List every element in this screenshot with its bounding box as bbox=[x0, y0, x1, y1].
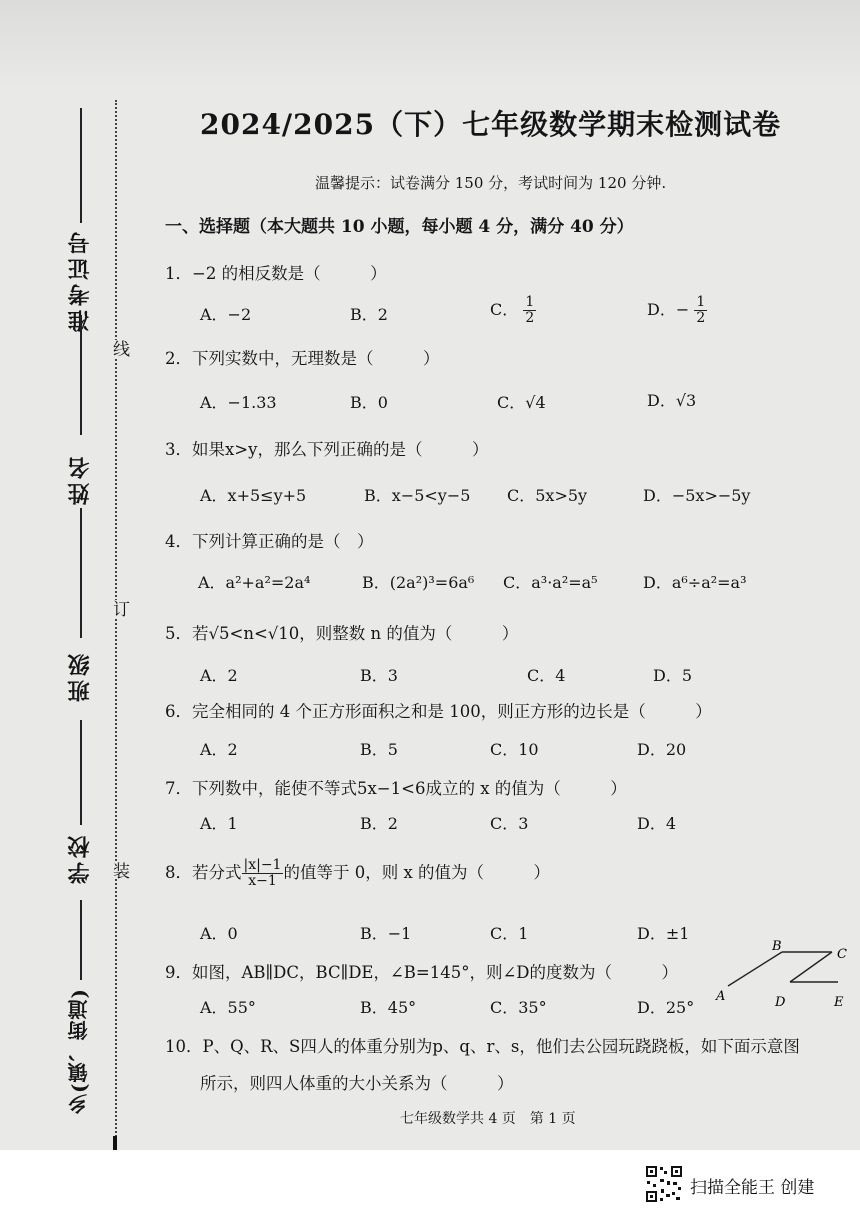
q3-option-d: D．−5x>−5y bbox=[643, 486, 751, 505]
question-2: 2．下列实数中，无理数是（ ） bbox=[165, 349, 440, 368]
exam-no-label: 准考证号 bbox=[67, 228, 93, 332]
q5-option-d: D．5 bbox=[653, 666, 693, 685]
scanner-brand: 扫描全能王 创建 bbox=[690, 1178, 815, 1198]
q1-option-d bbox=[647, 295, 707, 326]
frac-den: 2 bbox=[696, 310, 706, 326]
label-d: D bbox=[775, 995, 786, 1010]
question-7: 7．下列数中，能使不等式5x−1<6成立的 x 的值为（ ） bbox=[165, 779, 627, 798]
label-a: A bbox=[716, 989, 726, 1004]
q2-option-a: A．−1.33 bbox=[200, 393, 277, 412]
q6-option-a: A．2 bbox=[200, 740, 238, 759]
q7-option-b: B．2 bbox=[360, 814, 398, 833]
q2-option-d: D．√3 bbox=[647, 391, 697, 410]
q5-option-b: B．3 bbox=[360, 666, 398, 685]
segment-cd bbox=[790, 952, 832, 982]
q2-option-b: B．0 bbox=[350, 393, 388, 412]
page-footer: 七年级数学共 4 页 第 1 页 bbox=[400, 1111, 576, 1127]
q9-option-c: C．35° bbox=[490, 998, 547, 1017]
q5-option-a: A．2 bbox=[200, 666, 238, 685]
q9-option-b: B．45° bbox=[360, 998, 417, 1017]
q8-stem-pre: 8．若分式 bbox=[165, 863, 242, 882]
town-line-top bbox=[80, 900, 82, 980]
q4-option-d: D．a⁶÷a²=a³ bbox=[643, 573, 747, 592]
question-4: 4．下列计算正确的是（ ） bbox=[165, 532, 374, 551]
segment-ab bbox=[728, 952, 782, 986]
frac-den: 2 bbox=[525, 310, 535, 326]
q9-option-a: A．55° bbox=[200, 998, 256, 1017]
frac-num: |x|−1 bbox=[243, 857, 282, 873]
q8-option-d: D．±1 bbox=[637, 924, 690, 943]
exam-no-line bbox=[80, 108, 82, 223]
q3-option-a: A．x+5≤y+5 bbox=[200, 486, 307, 505]
qr-code-icon bbox=[645, 1165, 683, 1203]
q4-option-a: A．a²+a²=2a⁴ bbox=[198, 573, 311, 592]
question-10: 10．P、Q、R、S四人的体重分别为p、q、r、s，他们去公园玩跷跷板，如下面示意图 bbox=[165, 1037, 800, 1056]
q2-option-c: C．√4 bbox=[497, 393, 546, 412]
exam-tip: 温馨提示：试卷满分 150 分，考试时间为 120 分钟. bbox=[315, 174, 667, 192]
q8-fraction bbox=[242, 858, 284, 889]
q1-option-c-fraction bbox=[523, 295, 536, 326]
q1-option-d-fraction bbox=[694, 295, 707, 326]
q7-option-d: D．4 bbox=[637, 814, 677, 833]
q6-option-c: C．10 bbox=[490, 740, 539, 759]
q3-option-b: B．x−5<y−5 bbox=[364, 486, 471, 505]
bind-marker: 订 bbox=[107, 600, 132, 617]
q8-stem-post: 的值等于 0，则 x 的值为（ ） bbox=[283, 863, 551, 882]
question-1: 1．−2 的相反数是（ ） bbox=[165, 264, 387, 283]
label-c: C bbox=[837, 947, 847, 962]
school-line-top bbox=[80, 720, 82, 825]
q8-option-b: B．−1 bbox=[360, 924, 412, 943]
question-6: 6．完全相同的 4 个正方形面积之和是 100，则正方形的边长是（ ） bbox=[165, 702, 712, 721]
town-label: 乡(镇、街道) bbox=[67, 988, 91, 1114]
q5-option-c: C．4 bbox=[527, 666, 566, 685]
q1-option-d-label: D．− bbox=[647, 300, 690, 319]
question-5: 5．若√5<n<√10，则整数 n 的值为（ ） bbox=[165, 624, 519, 643]
q4-option-b: B．(2a²)³=6a⁶ bbox=[362, 573, 475, 592]
school-label: 学校 bbox=[67, 832, 93, 884]
parallel-lines-figure bbox=[710, 938, 855, 1010]
frac-den: x−1 bbox=[248, 873, 277, 889]
label-b: B bbox=[772, 939, 782, 954]
q9-option-d: D．25° bbox=[637, 998, 695, 1017]
label-e: E bbox=[834, 995, 844, 1010]
frac-num: 1 bbox=[525, 294, 535, 310]
exam-title: 2024/2025（下）七年级数学期末检测试卷 bbox=[200, 108, 782, 141]
q1-option-a: A．−2 bbox=[200, 305, 252, 324]
q8-option-a: A．0 bbox=[200, 924, 238, 943]
q1-option-c bbox=[490, 295, 536, 326]
paper-shadow bbox=[0, 0, 860, 90]
q7-option-c: C．3 bbox=[490, 814, 529, 833]
q7-option-a: A．1 bbox=[200, 814, 238, 833]
section-heading: 一、选择题（本大题共 10 小题，每小题 4 分，满分 40 分） bbox=[165, 217, 634, 237]
q6-option-b: B．5 bbox=[360, 740, 398, 759]
q1-option-c-label: C． bbox=[490, 300, 519, 319]
class-label: 班级 bbox=[67, 650, 93, 702]
corner-mark bbox=[113, 1136, 117, 1150]
name-line-top bbox=[80, 315, 82, 435]
binding-dotted-line bbox=[115, 100, 117, 1140]
q6-option-d: D．20 bbox=[637, 740, 687, 759]
line-marker: 线 bbox=[107, 340, 132, 357]
question-8 bbox=[165, 858, 550, 889]
question-3: 3．如果x>y，那么下列正确的是（ ） bbox=[165, 440, 489, 459]
class-line-top bbox=[80, 508, 82, 638]
pack-marker: 装 bbox=[107, 862, 132, 879]
name-label: 姓名 bbox=[67, 453, 93, 505]
q4-option-c: C．a³·a²=a⁵ bbox=[503, 573, 598, 592]
q1-option-b: B．2 bbox=[350, 305, 388, 324]
q8-option-c: C．1 bbox=[490, 924, 529, 943]
question-9: 9．如图，AB∥DC，BC∥DE，∠B=145°，则∠D的度数为（ ） bbox=[165, 963, 679, 982]
q3-option-c: C．5x>5y bbox=[507, 486, 588, 505]
frac-num: 1 bbox=[696, 294, 706, 310]
question-10-cont: 所示，则四人体重的大小关系为（ ） bbox=[200, 1074, 514, 1093]
